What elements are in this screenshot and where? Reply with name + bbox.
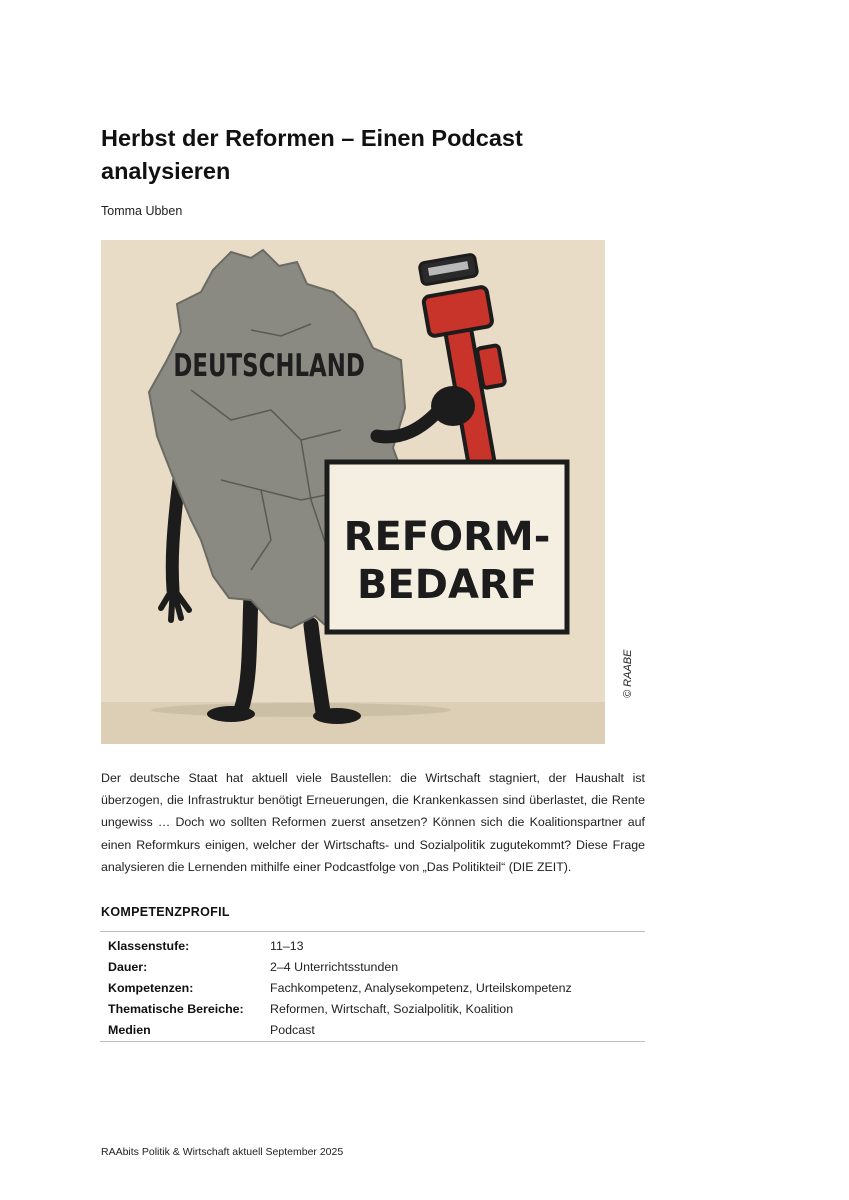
profile-value: Podcast <box>270 1022 315 1037</box>
profile-value: 11–13 <box>270 938 304 953</box>
profile-label: Medien <box>108 1022 151 1037</box>
profile-label: Kompetenzen: <box>108 980 194 995</box>
sign-text-line2: BEDARF <box>356 562 538 608</box>
document-title: Herbst der Reformen – Einen Podcast analysieren <box>101 125 523 184</box>
sign-text-line1: REFORM- <box>343 514 551 560</box>
profile-label: Dauer: <box>108 959 148 974</box>
author-name: Tomma Ubben <box>101 204 183 218</box>
profile-value: Fachkompetenz, Analysekompetenz, Urteilskompetenz <box>270 980 572 995</box>
profile-label: Thematische Bereiche: <box>108 1001 244 1016</box>
profile-row-duration <box>100 956 645 977</box>
competence-profile-heading: KOMPETENZPROFIL <box>101 905 230 919</box>
page-footer: RAAbits Politik & Wirtschaft aktuell September 2025 <box>101 1146 344 1158</box>
competence-profile-table <box>100 931 645 1042</box>
profile-value: 2–4 Unterrichtsstunden <box>270 959 399 974</box>
profile-row-grade <box>100 932 645 957</box>
image-copyright: © RAABE <box>622 649 634 698</box>
profile-row-media <box>100 1019 645 1042</box>
illustration-map-label: DEUTSCHLAND <box>173 347 365 384</box>
intro-paragraph: Der deutsche Staat hat aktuell viele Baustellen: die Wirtschaft stagniert, der Haushalt ist überzogen, die Infrastruktur benötigt Erneuerungen, die Krankenkassen sind überlastet, die Rente ungewiss … Doch wo sollten Reformen zuerst ansetzen? Können sich die Koalitionspartner auf einen Reformkurs einigen, welcher der Wirtschafts- und Sozialpolitik zugutekommt? Diese Frage analysieren die Lernenden mithilfe einer Podcastfolge von „Das Politikteil“ (DIE ZEIT). <box>101 771 645 874</box>
profile-label: Klassenstufe: <box>108 938 190 953</box>
illustration-germany-reform <box>101 240 605 744</box>
profile-row-topics <box>100 998 645 1019</box>
profile-value: Reformen, Wirtschaft, Sozialpolitik, Koalition <box>270 1001 514 1016</box>
profile-row-competences <box>100 977 645 998</box>
